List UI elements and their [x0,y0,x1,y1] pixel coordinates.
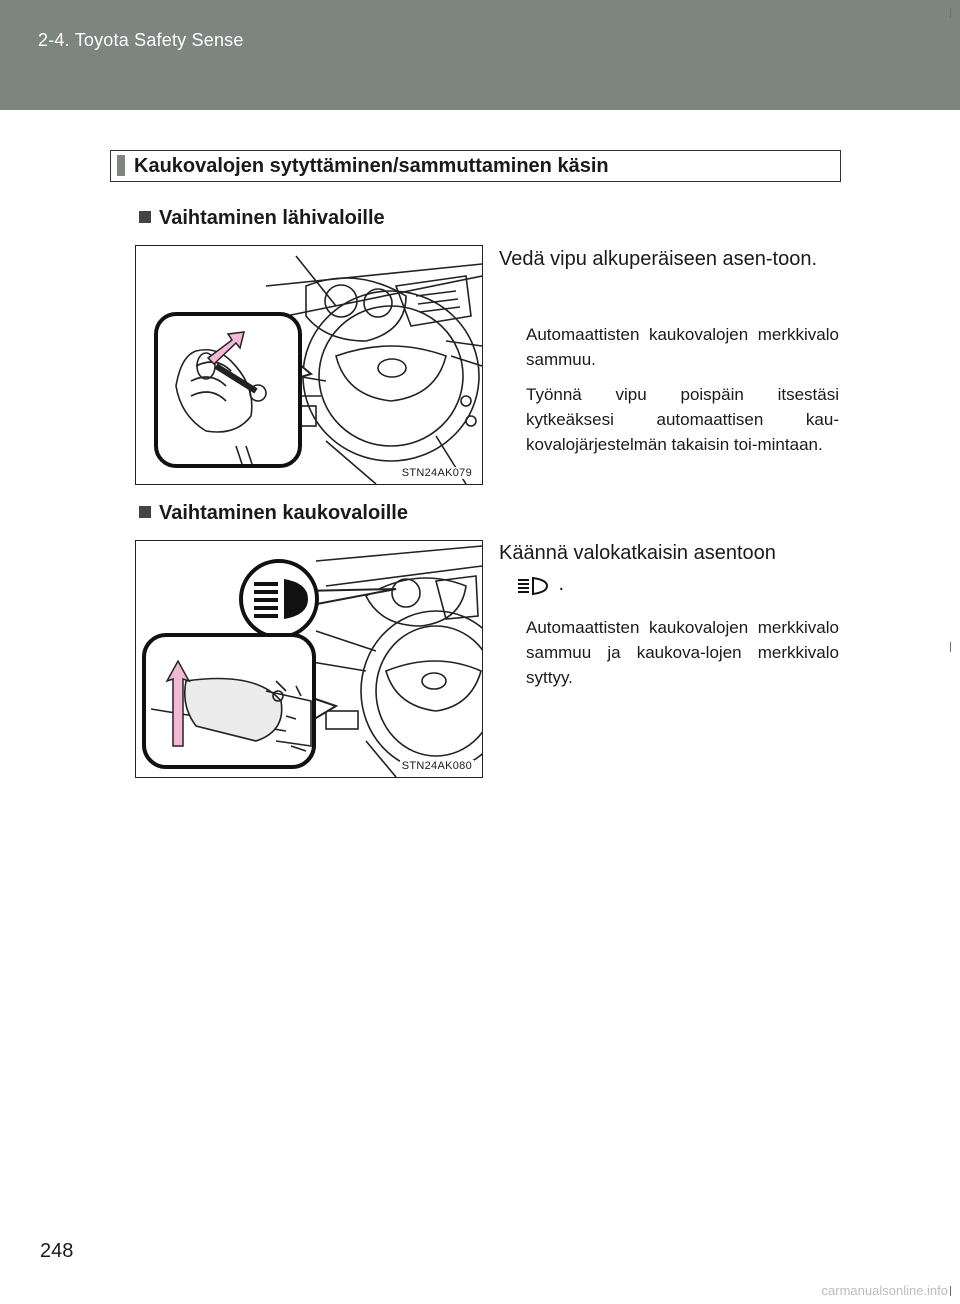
subsection-heading-high-beam: Vaihtaminen kaukovaloille [139,502,408,525]
watermark: carmanualsonline.info [821,1283,948,1298]
dashboard-illustration [136,246,482,484]
crop-mark [950,1286,951,1296]
inline-symbol-line: . [516,573,564,599]
chapter-title: 2-4. Toyota Safety Sense [38,30,244,50]
high-beam-icon [516,575,550,597]
crop-mark [950,642,951,652]
instruction-step: Vedä vipu alkuperäiseen asen-toon. [499,248,818,270]
instruction-note: Automaattisten kaukovalojen merkkivalo sammuu. [526,325,839,369]
dashboard-illustration [136,541,482,777]
figure-headlight-switch [135,540,483,778]
page-number: 248 [40,1240,74,1262]
figure-code: STN24AK079 [401,467,472,479]
square-bullet-icon [139,211,151,223]
figure-lever-pull [135,245,483,485]
instruction-note: Automaattisten kaukovalojen merkkivalo sammuu ja kaukova-lojen merkkivalo syttyy. [526,618,839,687]
section-heading-box [110,150,841,182]
instruction-note: Työnnä vipu poispäin itsestäsi kytkeäksesi automaattisen kau-kovalojärjestelmän takaisin toi-mintaan. [526,385,839,454]
square-bullet-icon [139,506,151,518]
section-heading: Kaukovalojen sytyttäminen/sammuttaminen käsin [134,155,609,177]
zoom-callout [156,314,300,466]
crop-mark [950,8,951,18]
figure-code: STN24AK080 [401,760,472,772]
instruction-step: Käännä valokatkaisin asentoon [499,542,776,564]
section-heading-bar [117,155,125,176]
subsection-heading-low-beam: Vaihtaminen lähivaloille [139,207,385,230]
header-band [0,0,960,110]
